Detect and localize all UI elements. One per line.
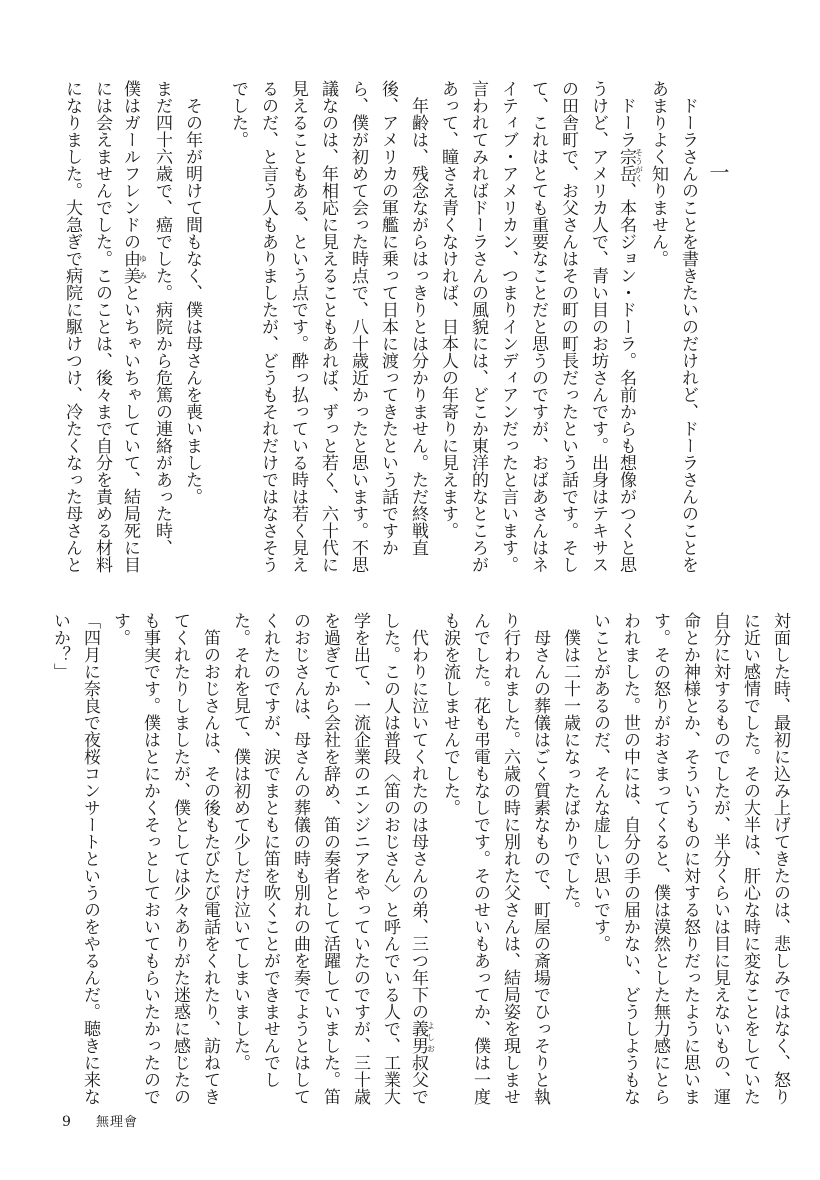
text-column: くれたのですが、涙でまともに笛を吹くことができませんでし bbox=[260, 612, 280, 1088]
text-column: 言われてみればドーラさんの風貌には、どこか東洋的なところが bbox=[468, 80, 488, 573]
column-text: 叔父で bbox=[408, 1054, 428, 1105]
text-column: した。この人は普段〈笛のおじさん〉と呼んでいる人で、工業大 bbox=[380, 612, 400, 1105]
ruby-word bbox=[408, 1020, 436, 1054]
ruby-base: 宗岳 bbox=[616, 148, 636, 182]
text-column: て、これはとても重要なことだと思うのですが、おばあさんはネ bbox=[528, 80, 548, 573]
text-column: まだ四十六歳で、癌でした。病院から危篤の連絡があった時、 bbox=[152, 80, 172, 556]
text-column: 笛のおじさんは、その後もたびたび電話をくれたり、訪ねてき bbox=[200, 629, 220, 1105]
text-column: 命とか神様とか、そういうものに対する怒りだったように思いま bbox=[680, 612, 700, 1105]
text-column: の田舎町で、お父さんはその町の町長だったという話です。そし bbox=[558, 80, 578, 573]
text-column: 後、アメリカの軍艦に乗って日本に渡ってきたという話ですか bbox=[378, 80, 398, 556]
ruby-word bbox=[120, 250, 148, 284]
ruby-reading: よしお bbox=[426, 1020, 436, 1054]
text-column bbox=[117, 80, 147, 580]
page-number: 9 bbox=[62, 1114, 71, 1130]
text-column: ら、僕が初めて会った時点で、八十歳近かったと思います。不思 bbox=[348, 80, 368, 573]
text-column: のおじさんは、母さんの葬儀の時も別れの曲を奏でようとはして bbox=[290, 612, 310, 1105]
chapter-number: 一 bbox=[706, 162, 730, 182]
text-column: 学を出て、一流企業のエンジニアをやっていたのですが、三十歳 bbox=[350, 612, 370, 1105]
column-text: 僕はガールフレンドの bbox=[120, 80, 140, 250]
text-column: いか？」 bbox=[50, 612, 70, 680]
ruby-word bbox=[616, 148, 644, 182]
text-column: 年齢は、残念ながらはっきりとは分かりません。ただ終戦直 bbox=[408, 97, 428, 556]
text-column: に近い感情でした。その大半は、肝心な時に変なことをしていた bbox=[740, 612, 760, 1105]
text-column: でした。 bbox=[228, 80, 248, 148]
page-footer bbox=[62, 1112, 138, 1132]
section-break bbox=[207, 80, 223, 580]
running-title: 無理會 bbox=[96, 1115, 139, 1130]
text-column bbox=[405, 612, 435, 1112]
ruby-reading: ゆみ bbox=[138, 250, 148, 284]
text-column: 議なのは、年相応に見えることもあれば、ずっと若く、六十代に bbox=[318, 80, 338, 573]
text-column: 自分に対するものでしたが、半分くらいは目に見えないもの、運 bbox=[710, 612, 730, 1105]
text-column: には会えませんでした。このことは、後々まで自分を責める材料 bbox=[92, 80, 112, 573]
text-column: あまりよく知りません。 bbox=[648, 80, 668, 267]
text-column bbox=[613, 80, 643, 580]
text-column: も涙を流しませんでした。 bbox=[440, 612, 460, 816]
text-column: ドーラさんのことを書きたいのだけれど、ドーラさんのことを bbox=[678, 97, 698, 573]
text-column: す。 bbox=[110, 612, 130, 646]
text-column: うけど、アメリカ人で、青い目のお坊さんです。出身はテキサス bbox=[588, 80, 608, 573]
text-column: になりました。大急ぎで病院に駆けつけ、冷たくなった母さんと bbox=[62, 80, 82, 573]
text-column: 見えることもある、という点です。酔っ払っている時は若く見え bbox=[288, 80, 308, 573]
text-column: り行われました。六歳の時に別れた父さんは、結局姿を現しませ bbox=[500, 612, 520, 1105]
column-text: 、本名ジョン・ドーラ。名前からも想像がつくと思 bbox=[616, 182, 636, 573]
text-column: んでした。花も弔電もなしです。そのせいもあってか、僕は一度 bbox=[470, 612, 490, 1105]
text-column: を過ぎてから会社を辞め、笛の奏者として活躍していました。笛 bbox=[320, 612, 340, 1105]
text-column: てくれたりしましたが、僕としては少々ありがた迷惑に感じたの bbox=[170, 612, 190, 1105]
ruby-base: 義男 bbox=[408, 1020, 428, 1054]
text-column: 対面した時、最初に込み上げてきたのは、悲しみではなく、怒り bbox=[770, 612, 790, 1105]
ruby-base: 由美 bbox=[120, 250, 140, 284]
text-column: るのだ、と言う人もありましたが、どうもそれだけではなさそう bbox=[258, 80, 278, 573]
column-text: 代わりに泣いてくれたのは母さんの弟、三つ年下の bbox=[408, 629, 428, 1020]
text-column: あって、瞳さえ青くなければ、日本人の年寄りに見えます。 bbox=[438, 80, 458, 539]
upper-text-block bbox=[57, 80, 795, 580]
text-column: われました。世の中には、自分の手の届かない、どうしようもな bbox=[620, 612, 640, 1105]
text-column: た。それを見て、僕は初めて少しだけ泣いてしまいました。 bbox=[230, 612, 250, 1071]
text-column: 「四月に奈良で夜桜コンサートというのをやるんだ。聴きに来な bbox=[80, 612, 100, 1105]
text-column: その年が明けて間もなく、僕は母さんを喪いました。 bbox=[182, 97, 202, 505]
ruby-reading: そうがく bbox=[634, 148, 644, 182]
text-column: 母さんの葬儀はごく質素なもので、町屋の斎場でひっそりと執 bbox=[530, 629, 550, 1105]
lower-text-block bbox=[45, 612, 795, 1112]
column-text: といちゃいちゃしていて、結局死に目 bbox=[120, 284, 140, 573]
text-column: 僕は二十一歳になったばかりでした。 bbox=[560, 629, 580, 918]
text-column: イティブ・アメリカン、つまりインディアンだったと言います。 bbox=[498, 80, 518, 573]
text-column: も事実です。僕はとにかくそっとしておいてもらいたかったので bbox=[140, 612, 160, 1105]
text-column: す。その怒りがおさまってくると、僕は漠然とした無力感にとら bbox=[650, 612, 670, 1105]
text-column: いことがあるのだ、そんな虚しい思いです。 bbox=[590, 612, 610, 952]
column-text: ドーラ bbox=[616, 97, 636, 148]
